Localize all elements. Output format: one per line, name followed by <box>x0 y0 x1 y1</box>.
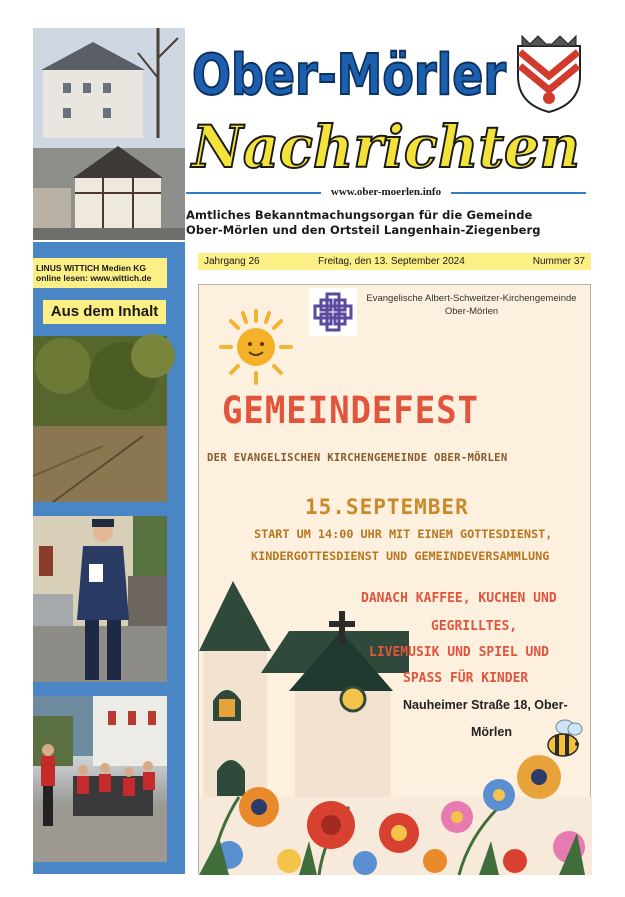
sun-icon <box>213 307 299 387</box>
masthead-title-text: Ober-Mörler <box>192 43 507 108</box>
issue-info-bar <box>198 253 591 270</box>
contents-photo-man-with-letter[interactable] <box>33 516 167 682</box>
publisher-online-link[interactable]: online lesen: www.wittich.de <box>36 273 152 283</box>
tagline-line-2: Ober-Mörlen und den Ortsteil Langenhain-Ziegenberg <box>186 223 541 237</box>
poster-date: 15.SEPTEMBER <box>305 495 469 519</box>
publisher-name: LINUS WITTICH Medien KG <box>36 263 147 273</box>
poster-line-3: LIVEMUSIK UND SPIEL UND <box>369 645 550 660</box>
poster-start-line-1: START UM 14:00 UHR MIT EINEM GOTTESDIENST, <box>254 527 553 541</box>
publisher-box[interactable] <box>33 258 167 288</box>
masthead-subtitle-text: Nachrichten <box>190 113 581 181</box>
coat-of-arms-icon <box>514 32 584 114</box>
flower-border-illustration <box>199 737 592 875</box>
issue-number: Nummer 37 <box>532 256 585 267</box>
issue-year: Jahrgang 26 <box>204 256 260 267</box>
masthead-subtitle <box>186 105 586 187</box>
poster-line-1: DANACH KAFFEE, KUCHEN UND <box>361 591 557 606</box>
church-name-line-2: Ober-Mörlen <box>444 306 499 317</box>
event-poster[interactable] <box>198 284 591 874</box>
church-name <box>364 292 579 318</box>
church-cross-logo-icon <box>309 288 357 336</box>
toc-heading: Aus dem Inhalt <box>43 300 166 324</box>
site-url[interactable] <box>186 186 586 200</box>
poster-line-4: SPASS FÜR KINDER <box>403 671 529 686</box>
issue-date: Freitag, den 13. September 2024 <box>318 256 465 267</box>
contents-photo-band-concert[interactable] <box>33 696 167 862</box>
site-url-text[interactable]: www.ober-moerlen.info <box>330 186 442 198</box>
poster-subtitle: DER EVANGELISCHEN KIRCHENGEMEINDE OBER-MÖRLEN <box>207 452 508 464</box>
poster-address-line-2: Mörlen <box>471 725 512 739</box>
poster-address-line-1: Nauheimer Straße 18, Ober- <box>403 698 568 712</box>
header-town-photo <box>33 28 185 240</box>
tagline-line-1: Amtliches Bekanntmachungsorgan für die Gemeinde <box>186 208 533 222</box>
masthead-title <box>190 30 510 110</box>
church-name-line-1: Evangelische Albert-Schweitzer-Kirchengemeinde <box>366 293 577 304</box>
poster-line-2: GEGRILLTES, <box>431 619 518 634</box>
poster-title: GEMEINDEFEST <box>222 389 479 432</box>
contents-photo-vegetation[interactable] <box>33 336 167 502</box>
url-divider-right <box>451 192 586 194</box>
poster-start-line-2: KINDERGOTTESDIENST UND GEMEINDEVERSAMMLUNG <box>251 549 550 563</box>
masthead-tagline <box>186 208 596 238</box>
